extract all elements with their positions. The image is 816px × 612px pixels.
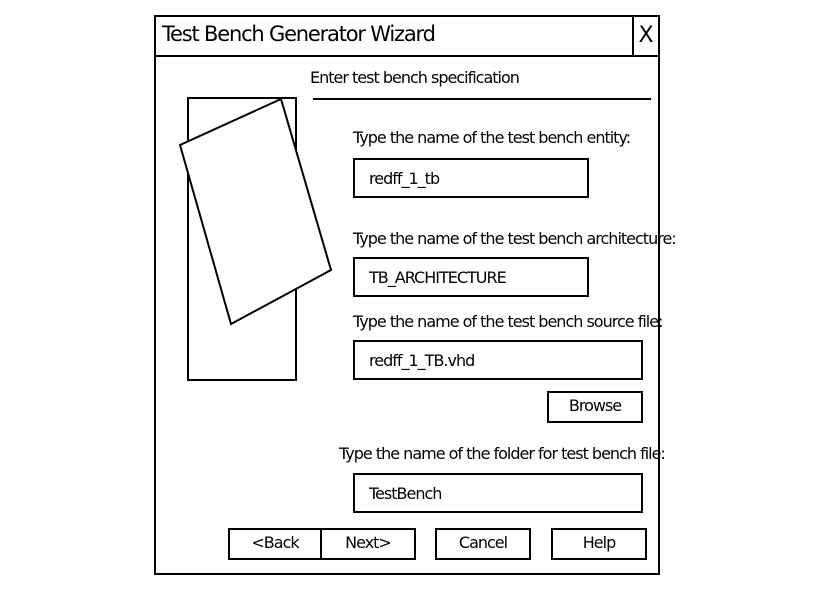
architecture-label: Type the name of the test bench architecture: (353, 229, 676, 248)
header-divider (313, 98, 651, 100)
window-title: Test Bench Generator Wizard (162, 22, 435, 46)
page-subtitle: Enter test bench specification (310, 68, 519, 87)
entity-input[interactable] (353, 158, 589, 198)
folder-label: Type the name of the folder for test bench file: (339, 444, 665, 463)
cancel-button[interactable]: Cancel (435, 528, 531, 560)
entity-label: Type the name of the test bench entity: (353, 128, 631, 147)
browse-button[interactable]: Browse (547, 391, 643, 423)
document-sheets-icon (178, 95, 338, 385)
title-bar (156, 17, 658, 57)
source-file-input[interactable] (353, 340, 643, 380)
architecture-input[interactable] (353, 257, 589, 297)
close-button[interactable]: X (632, 17, 658, 55)
source-file-label: Type the name of the test bench source file: (353, 312, 663, 331)
folder-input[interactable] (353, 473, 643, 513)
next-button[interactable]: Next> (320, 528, 416, 560)
help-button[interactable]: Help (551, 528, 647, 560)
wizard-dialog (154, 15, 676, 575)
back-button[interactable]: <Back (228, 528, 322, 560)
